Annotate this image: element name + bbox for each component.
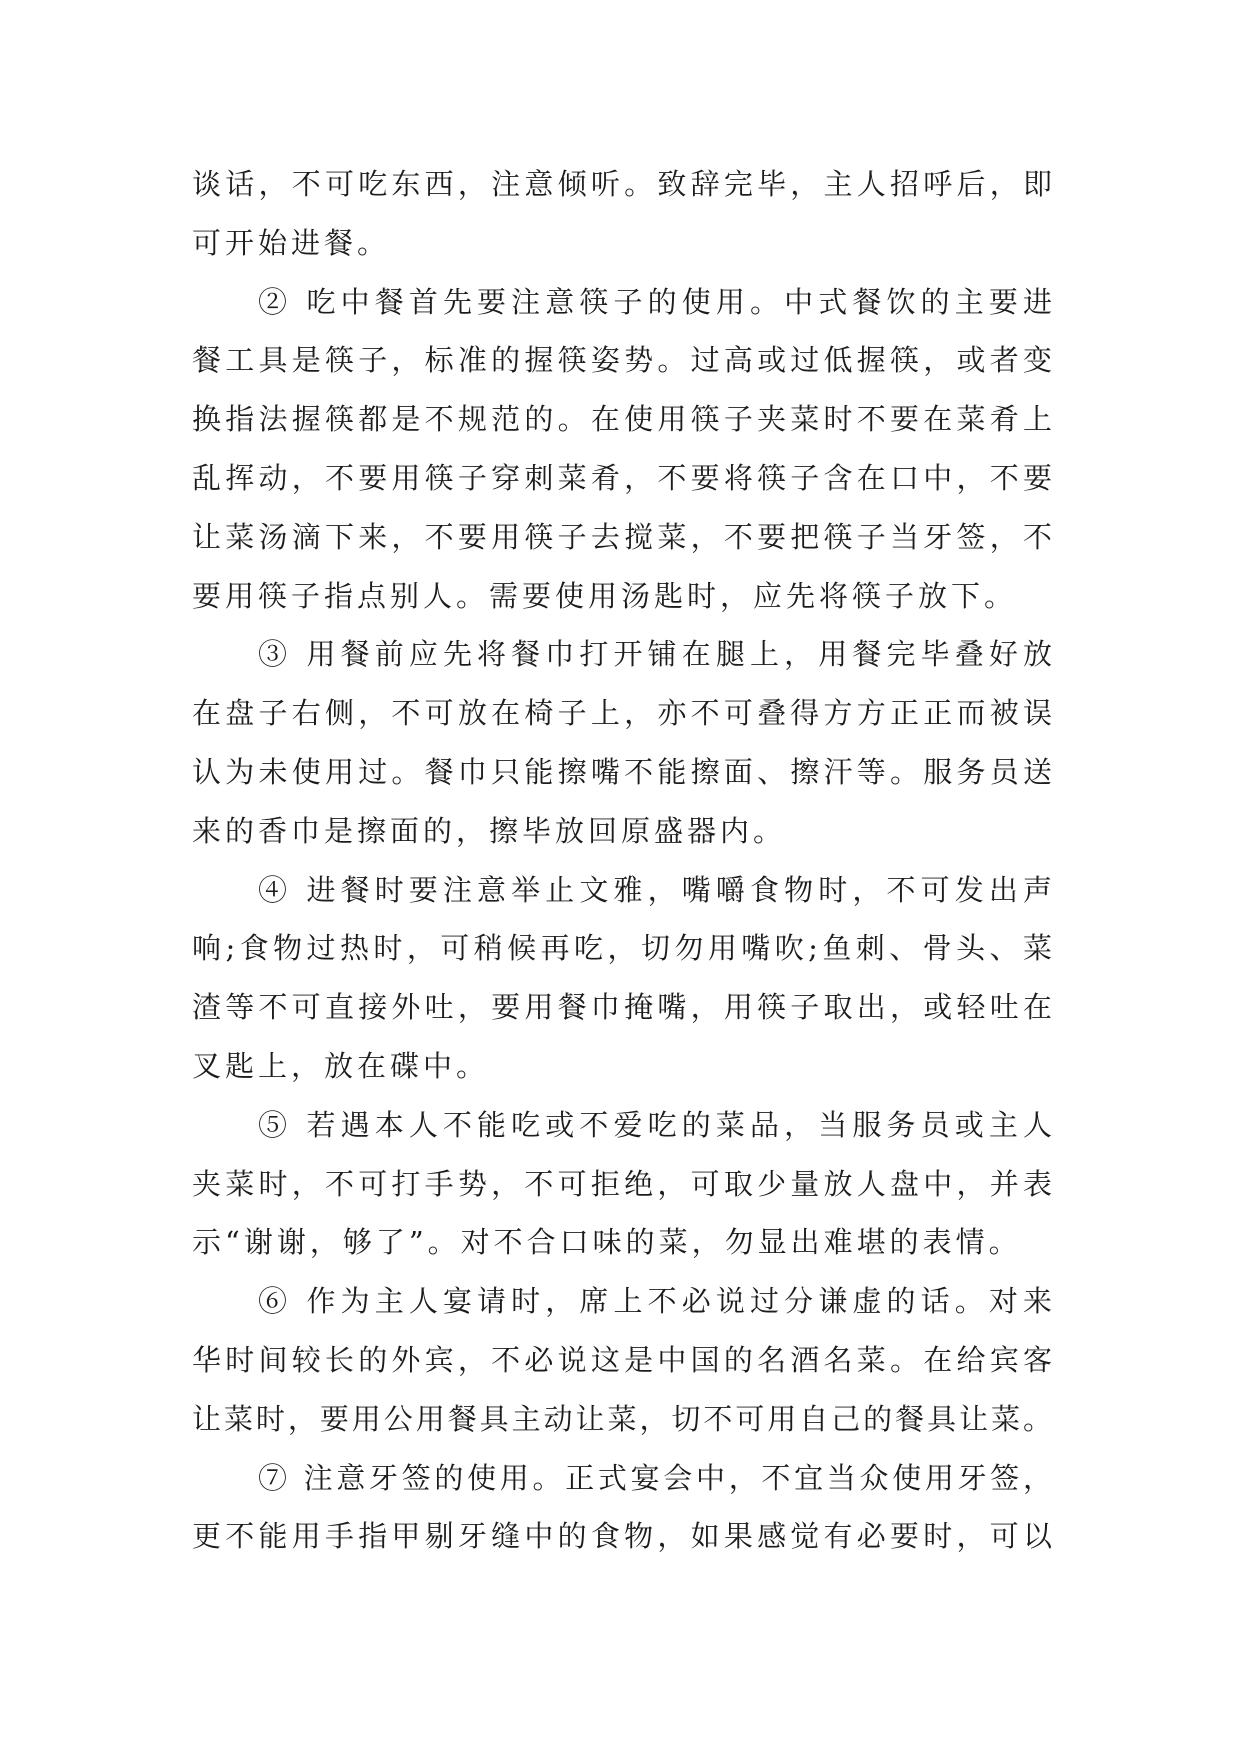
text-line: 华时间较长的外宾，不必说这是中国的名酒名菜。在给宾客 xyxy=(192,1342,1052,1377)
text-line: 更不能用手指甲剔牙缝中的食物，如果感觉有必要时，可以 xyxy=(192,1519,1052,1554)
text-line: 让菜汤滴下来，不要用筷子去搅菜，不要把筷子当牙签，不 xyxy=(192,519,1052,554)
paragraph-item-5 xyxy=(192,1096,1052,1272)
paragraph-continuation xyxy=(192,155,1052,273)
text-line: 认为未使用过。餐巾只能擦嘴不能擦面、擦汗等。服务员送 xyxy=(192,754,1052,789)
paragraph-item-7 xyxy=(192,1449,1052,1567)
text-line: 夹菜时，不可打手势，不可拒绝，可取少量放人盘中，并表 xyxy=(192,1166,1052,1201)
text-line: 要用筷子指点别人。需要使用汤匙时，应先将筷子放下。 xyxy=(192,578,1018,613)
text-line: ⑥ 作为主人宴请时，席上不必说过分谦虚的话。对来 xyxy=(258,1284,1052,1319)
paragraph-item-4 xyxy=(192,861,1052,1096)
text-line: 乱挥动，不要用筷子穿刺菜肴，不要将筷子含在口中，不要 xyxy=(192,460,1052,495)
text-line: ⑤ 若遇本人不能吃或不爱吃的菜品，当服务员或主人 xyxy=(258,1107,1052,1142)
text-line: 渣等不可直接外吐，要用餐巾掩嘴，用筷子取出，或轻吐在 xyxy=(192,990,1052,1025)
text-line: 来的香巾是擦面的，擦毕放回原盛器内。 xyxy=(192,813,787,848)
text-line: 响;食物过热时，可稍候再吃，切勿用嘴吹;鱼刺、骨头、菜 xyxy=(192,931,1052,966)
text-line: ⑦ 注意牙签的使用。正式宴会中，不宜当众使用牙签， xyxy=(258,1460,1052,1495)
body-text xyxy=(192,155,1052,1566)
text-line: 换指法握筷都是不规范的。在使用筷子夹菜时不要在菜肴上 xyxy=(192,402,1052,437)
paragraph-item-6 xyxy=(192,1272,1052,1448)
text-line: 叉匙上，放在碟中。 xyxy=(192,1048,490,1083)
text-line: 让菜时，要用公用餐具主动让菜，切不可用自己的餐具让菜。 xyxy=(192,1401,1052,1436)
text-line: ② 吃中餐首先要注意筷子的使用。中式餐饮的主要进 xyxy=(258,284,1052,319)
text-line: ③ 用餐前应先将餐巾打开铺在腿上，用餐完毕叠好放 xyxy=(258,637,1052,672)
text-line: 在盘子右侧，不可放在椅子上，亦不可叠得方方正正而被误 xyxy=(192,696,1052,731)
text-line: ④ 进餐时要注意举止文雅，嘴嚼食物时，不可发出声 xyxy=(258,872,1052,907)
text-line: 餐工具是筷子，标准的握筷姿势。过高或过低握筷，或者变 xyxy=(192,343,1052,378)
text-line: 示“谢谢，够了”。对不合口味的菜，勿显出难堪的表情。 xyxy=(192,1225,1022,1260)
text-line: 谈话，不可吃东西，注意倾听。致辞完毕，主人招呼后，即 xyxy=(192,167,1052,201)
paragraph-item-3 xyxy=(192,625,1052,860)
text-line: 可开始进餐。 xyxy=(192,225,391,260)
paragraph-item-2 xyxy=(192,273,1052,626)
